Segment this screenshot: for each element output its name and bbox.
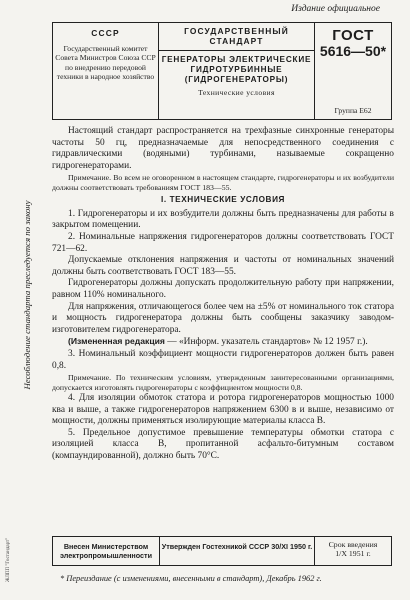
revision-source: — «Информ. указатель стандартов» № 12 1957 г.). bbox=[164, 337, 368, 348]
publisher-side-mark: ЖЛПП "Гостандарт" bbox=[6, 537, 11, 582]
standard-header bbox=[52, 22, 392, 120]
group-label: Группа Е62 bbox=[334, 106, 372, 115]
gost-column bbox=[315, 23, 391, 119]
note-1: Примечание. Во всем не оговоренном в настоящем стандарте, гидрогенераторы и их возбудители должны соответствовать требованиям ГОСТ 183—55. bbox=[52, 173, 394, 192]
intro-paragraph: Настоящий стандарт распространяется на трехфазные синхронные генераторы частоты 50 гц, предназначаемые для непосредственного соединения с гидравлическими (водяными) турбинами, называемые сокращенно гидрогенераторами. bbox=[52, 126, 394, 171]
reissue-footnote: * Переиздание (с изменениями, внесенными в стандарт), Декабрь 1962 г. bbox=[60, 574, 322, 583]
gost-label: ГОСТ bbox=[332, 27, 374, 44]
clause-2-overvoltage: Гидрогенераторы должны допускать продолжительную работу при напряжении, равном 110% номинального. bbox=[52, 278, 394, 300]
committee-name: Государственный комитет Совета Министров Союза ССР по внедрению передовой техники в народное хозяйство bbox=[55, 44, 156, 81]
clause-2-voltage-deviation: Для напряжения, отличающегося более чем на ±5% от номинального ток статора и мощность гидрогенератора должны быть сообщены заказчику заводом-изготовителем гидрогенератора. bbox=[52, 301, 394, 335]
introduced-by: Внесен Министерством электропромышленности bbox=[53, 537, 160, 565]
clause-5: 5. Предельное допустимое превышение температуры обмотки статора с изоляцией класса В, пропитанной асфальто-битумным составом (компаундированной), должно быть 70°С. bbox=[52, 427, 394, 461]
standard-subtitle: Технические условия bbox=[198, 87, 275, 97]
clause-1: 1. Гидрогенераторы и их возбудители должны быть предназначены для работы в закрытом помещении. bbox=[52, 208, 394, 231]
clause-3: 3. Номинальный коэффициент мощности гидрогенераторов должен быть равен 0,8. bbox=[52, 348, 394, 371]
standard-footer bbox=[52, 536, 392, 566]
legal-side-note: Несоблюдение стандарта преследуется по закону bbox=[22, 200, 32, 390]
clause-4: 4. Для изоляции обмоток статора и ротора гидрогенераторов мощностью 1000 ква и выше, а также гидрогенераторов напряжением 6300 в и выше, независимо от мощности, должны применяться изолирующие материалы класса В. bbox=[52, 392, 394, 427]
state-standard-label: ГОСУДАРСТВЕННЫЙ СТАНДАРТ bbox=[159, 23, 314, 51]
effective-date bbox=[315, 537, 391, 565]
clause-2: 2. Номинальные напряжения гидрогенераторов должны соответствовать ГОСТ 721—62. bbox=[52, 231, 394, 254]
issuer-column bbox=[53, 23, 159, 119]
official-edition-label: Издание официальное bbox=[291, 4, 380, 14]
note-2: Примечание. По техническим условиям, утвержденным заинтересованными организациями, допускается изготовлять гидрогенераторы с коэффициентом мощности 0,8. bbox=[52, 373, 394, 392]
title-column bbox=[159, 23, 315, 119]
approved-by: Утвержден Гостехникой СССР 30/XI 1950 г. bbox=[160, 537, 315, 565]
standard-number: 5616—50* bbox=[319, 43, 387, 59]
standard-title: ГЕНЕРАТОРЫ ЭЛЕКТРИЧЕСКИЕ ГИДРОТУРБИННЫЕ (ГИДРОГЕНЕРАТОРЫ) bbox=[161, 55, 312, 85]
section-heading: I. ТЕХНИЧЕСКИЕ УСЛОВИЯ bbox=[160, 195, 286, 205]
revision-label: (Измененная редакция bbox=[68, 336, 165, 347]
document-body bbox=[52, 126, 394, 462]
ussr-label: СССР bbox=[91, 28, 120, 38]
clause-2-deviations: Допускаемые отклонения напряжения и частоты от номинальных значений должны быть соответствовать ГОСТ 183—55. bbox=[52, 255, 394, 277]
effective-date-value: 1/X 1951 г. bbox=[335, 549, 371, 558]
revision-note bbox=[52, 336, 394, 349]
effective-date-label: Срок введения bbox=[328, 540, 378, 549]
